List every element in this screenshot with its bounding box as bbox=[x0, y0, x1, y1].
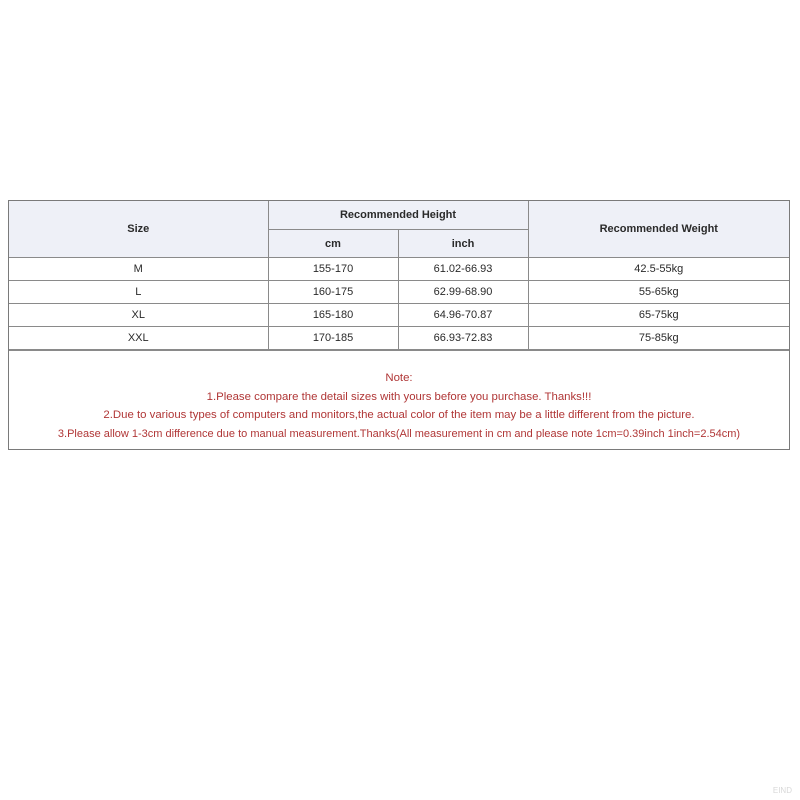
cell-cm: 165-180 bbox=[268, 304, 398, 327]
size-chart bbox=[8, 200, 790, 450]
note-line-1: 1.Please compare the detail sizes with yours before you purchase. Thanks!!! bbox=[206, 390, 592, 403]
table-row bbox=[9, 327, 789, 350]
size-table bbox=[9, 201, 789, 350]
header-recommended-height: Recommended Height bbox=[268, 201, 528, 230]
note-line-3: 3.Please allow 1-3cm difference due to manual measurement.Thanks(All measurement in cm and please note 1cm=0.39inch 1inch=2.54cm) bbox=[57, 427, 741, 440]
cell-cm: 160-175 bbox=[268, 281, 398, 304]
cell-size: XXL bbox=[9, 327, 268, 350]
cell-weight: 55-65kg bbox=[528, 281, 789, 304]
cell-weight: 65-75kg bbox=[528, 304, 789, 327]
cell-size: XL bbox=[9, 304, 268, 327]
cell-inch: 64.96-70.87 bbox=[398, 304, 528, 327]
header-inch: inch bbox=[398, 230, 528, 258]
cell-cm: 170-185 bbox=[268, 327, 398, 350]
cell-size: M bbox=[9, 258, 268, 281]
header-size: Size bbox=[9, 201, 268, 258]
cell-size: L bbox=[9, 281, 268, 304]
cell-inch: 62.99-68.90 bbox=[398, 281, 528, 304]
header-cm: cm bbox=[268, 230, 398, 258]
table-row bbox=[9, 258, 789, 281]
cell-inch: 66.93-72.83 bbox=[398, 327, 528, 350]
table-row bbox=[9, 304, 789, 327]
watermark: EIND bbox=[772, 786, 792, 795]
cell-inch: 61.02-66.93 bbox=[398, 258, 528, 281]
notes-section bbox=[9, 350, 789, 449]
table-row bbox=[9, 281, 789, 304]
cell-cm: 155-170 bbox=[268, 258, 398, 281]
cell-weight: 75-85kg bbox=[528, 327, 789, 350]
note-line-2: 2.Due to various types of computers and monitors,the actual color of the item may be a little different from the picture. bbox=[103, 409, 695, 421]
cell-weight: 42.5-55kg bbox=[528, 258, 789, 281]
note-title: Note: bbox=[385, 372, 413, 384]
header-recommended-weight: Recommended Weight bbox=[528, 201, 789, 258]
